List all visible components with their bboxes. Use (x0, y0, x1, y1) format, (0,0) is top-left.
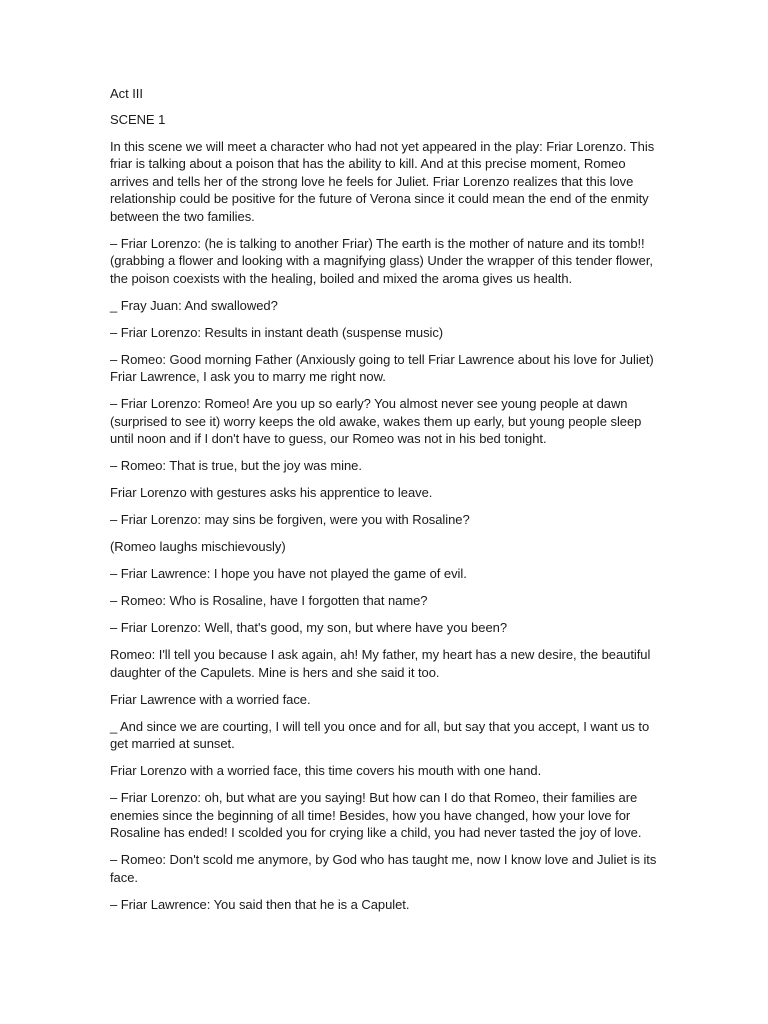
dialogue-line: – Friar Lorenzo: Well, that's good, my son, but where have you been? (110, 620, 508, 635)
dialogue-line: – Romeo: Who is Rosaline, have I forgotten that name? (110, 593, 428, 608)
dialogue-line: – Romeo: Don't scold me anymore, by God who has taught me, now I know love and Juliet is its face. (110, 852, 657, 885)
stage-direction: Friar Lorenzo with a worried face, this time covers his mouth with one hand. (110, 763, 542, 778)
scene-summary-paragraph: In this scene we will meet a character who had not yet appeared in the play: Friar Lorenzo. This friar is talking about a poison that has the ability to kill. And at this precise moment, Romeo arrives and tells her of the strong love he feels for Juliet. Friar Lorenzo realizes that this love relationship could be positive for the future of Verona since it could mean the end of the enmity between the two families. (110, 138, 655, 224)
stage-direction: (Romeo laughs mischievously) (110, 539, 286, 554)
stage-direction: Friar Lawrence with a worried face. (110, 691, 311, 707)
act-heading: Act III (110, 86, 143, 101)
stage-direction: Friar Lorenzo with gestures asks his apprentice to leave. (110, 485, 433, 500)
dialogue-line: – Romeo: Good morning Father (Anxiously going to tell Friar Lawrence about his love for Juliet) Friar Lawrence, I ask you to marry me right now. (110, 351, 654, 384)
dialogue-line: Romeo: I'll tell you because I ask again, ah! My father, my heart has a new desire, the beautiful daughter of the Capulets. Mine is hers and she said it too. (110, 647, 651, 680)
dialogue-line: _ Fray Juan: And swallowed? (110, 297, 278, 313)
scene-heading: SCENE 1 (110, 111, 166, 127)
dialogue-line: – Friar Lorenzo: Romeo! Are you up so early? You almost never see young people at dawn (surprised to see it) worry keeps the old awake, wakes them up early, but young people sleep until noon and if I don't have to guess, our Romeo was not in his bed tonight. (110, 396, 642, 446)
dialogue-line: – Romeo: That is true, but the joy was mine. (110, 458, 362, 473)
dialogue-line: _ And since we are courting, I will tell you once and for all, but say that you accept, I want us to get married at sunset. (110, 718, 650, 751)
dialogue-line: – Friar Lorenzo: may sins be forgiven, were you with Rosaline? (110, 512, 470, 527)
dialogue-line: – Friar Lorenzo: Results in instant death (suspense music) (110, 324, 444, 340)
dialogue-line: – Friar Lawrence: You said then that he is a Capulet. (110, 896, 410, 912)
document-page (110, 85, 662, 923)
dialogue-line: – Friar Lawrence: I hope you have not played the game of evil. (110, 566, 467, 581)
dialogue-line: – Friar Lorenzo: oh, but what are you saying! But how can I do that Romeo, their families are enemies since the beginning of all time! Besides, how you have changed, how your love for Rosaline has ended! I scolded you for crying like a child, you had never tasted the joy of love. (110, 790, 642, 840)
dialogue-line: – Friar Lorenzo: (he is talking to another Friar) The earth is the mother of nature and its tomb!! (grabbing a flower and looking with a magnifying glass) Under the wrapper of this tender flower, the poison coexists with the healing, boiled and mixed the aroma gives us health. (110, 235, 653, 286)
